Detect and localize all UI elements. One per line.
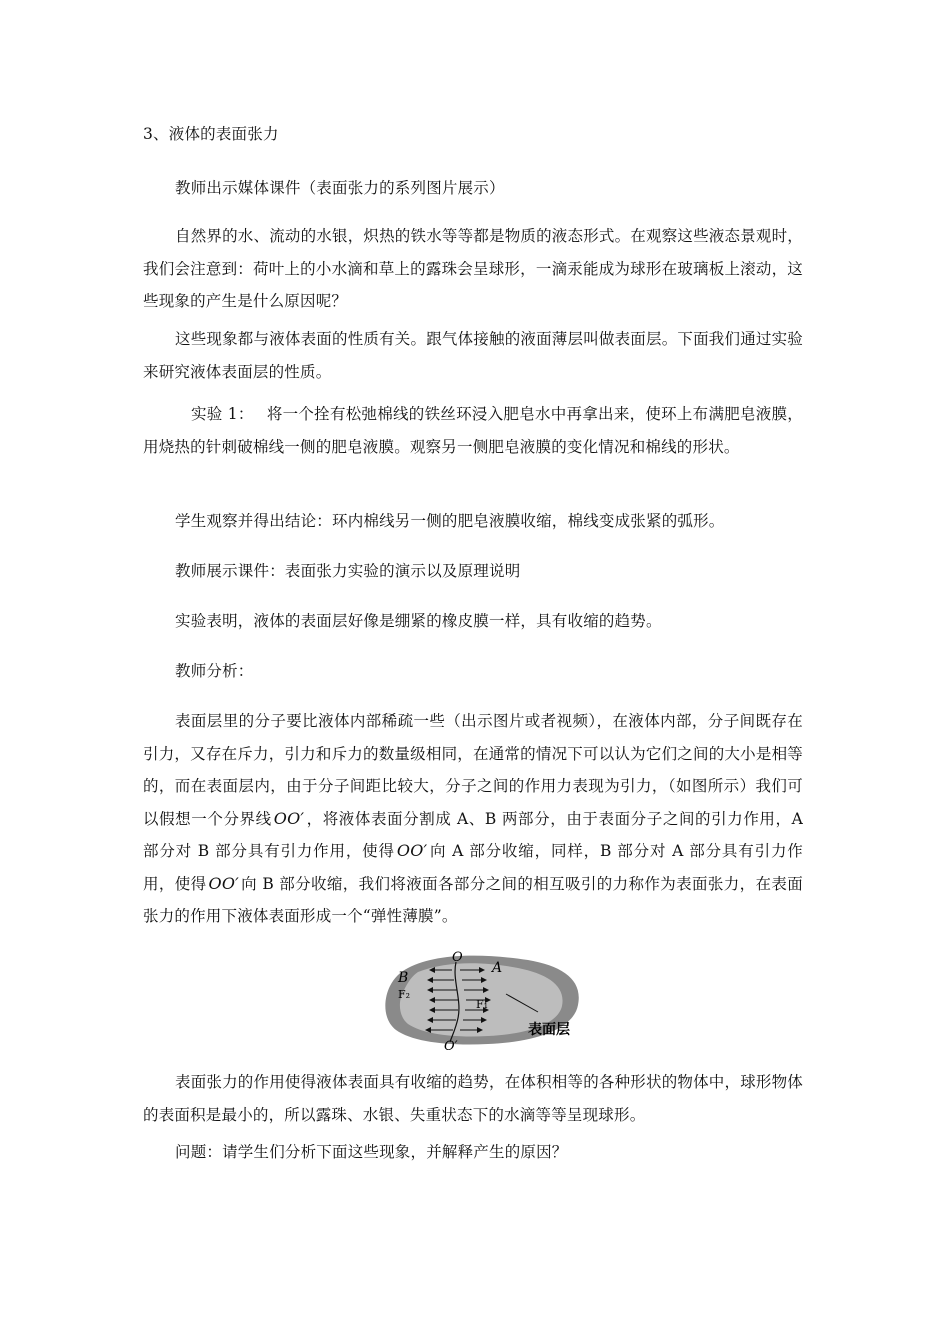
oo-symbol: OO′ <box>273 808 305 828</box>
paragraph-analysis <box>143 705 803 933</box>
section-heading: 3、液体的表面张力 <box>143 125 279 143</box>
paragraph-question: 问题：请学生们分析下面这些现象，并解释产生的原因？ <box>175 1143 568 1161</box>
analysis-text-1: 表面层里的分子要比液体内部稀疏一些（出示图片或者视频），在液体内部，分子间既存在引力，又存在斥力，引力和斥力的数量级相同，在通常的情况下可以认为它们之间的大小是相等的，而在表面层内，由于分子间距比较大，分子之间的作用力表现为引力，（如图所示）我们可以假想一个分界线 <box>143 712 803 828</box>
analysis-text-2: ，将液体表面分割成 A、B 两部分，由于表面分子之间的引力作用，A 部分对 B 部分具有引力作用，使得 <box>143 809 804 860</box>
label-o-top: O <box>452 950 463 965</box>
paragraph-result: 实验表明，液体的表面层好像是绷紧的橡皮膜一样，具有收缩的趋势。 <box>175 612 662 630</box>
paragraph-surface-layer: 这些现象都与液体表面的性质有关。跟气体接触的液面薄层叫做表面层。下面我们通过实验来研究液体表面层的性质。 <box>143 330 804 381</box>
analysis-text-4: 向 B 部分收缩，我们将液面各部分之间的相互吸引的力称作为表面张力，在表面张力的作用下液体表面形成一个“弹性薄膜”。 <box>143 874 803 925</box>
label-o-bottom: O′ <box>444 1039 458 1050</box>
paragraph-nature: 自然界的水、流动的水银，炽热的铁水等等都是物质的液态形式。在观察这些液态景观时，我们会注意到：荷叶上的小水滴和草上的露珠会呈球形，一滴汞能成为球形在玻璃板上滚动，这些现象的产生是什么原因呢？ <box>143 227 804 310</box>
paragraph-sphere: 表面张力的作用使得液体表面具有收缩的趋势，在体积相等的各种形状的物体中，球形物体的表面积是最小的，所以露珠、水银、失重状态下的水滴等等呈现球形。 <box>143 1073 804 1124</box>
paragraph-student-conclusion: 学生观察并得出结论：环内棉线另一侧的肥皂液膜收缩，棉线变成张紧的弧形。 <box>175 512 725 530</box>
label-f2: F₂ <box>398 988 411 1001</box>
paragraph-analysis-label: 教师分析： <box>175 662 254 680</box>
analysis-text-3: 向 A 部分收缩，同样，B 部分对 A 部分具有引力作用，使得 <box>143 842 803 893</box>
label-f1: F₁ <box>476 998 489 1011</box>
paragraph-experiment: 实验 1： 将一个拴有松弛棉线的铁丝环浸入肥皂水中再拿出来，使环上布满肥皂液膜，用烧热的针刺破棉线一侧的肥皂液膜。观察另一侧肥皂液膜的变化情况和棉线的形状。 <box>143 405 803 456</box>
label-a: A <box>492 960 503 976</box>
surface-tension-figure <box>378 950 598 1050</box>
paragraph-teacher-show: 教师展示课件：表面张力实验的演示以及原理说明 <box>175 562 521 580</box>
label-surface-layer: 表面层 <box>528 1022 570 1038</box>
label-b: B <box>398 970 409 986</box>
paragraph-media: 教师出示媒体课件（表面张力的系列图片展示） <box>175 179 505 197</box>
oo-symbol: OO′ <box>396 841 428 860</box>
oo-symbol: OO′ <box>208 873 239 893</box>
